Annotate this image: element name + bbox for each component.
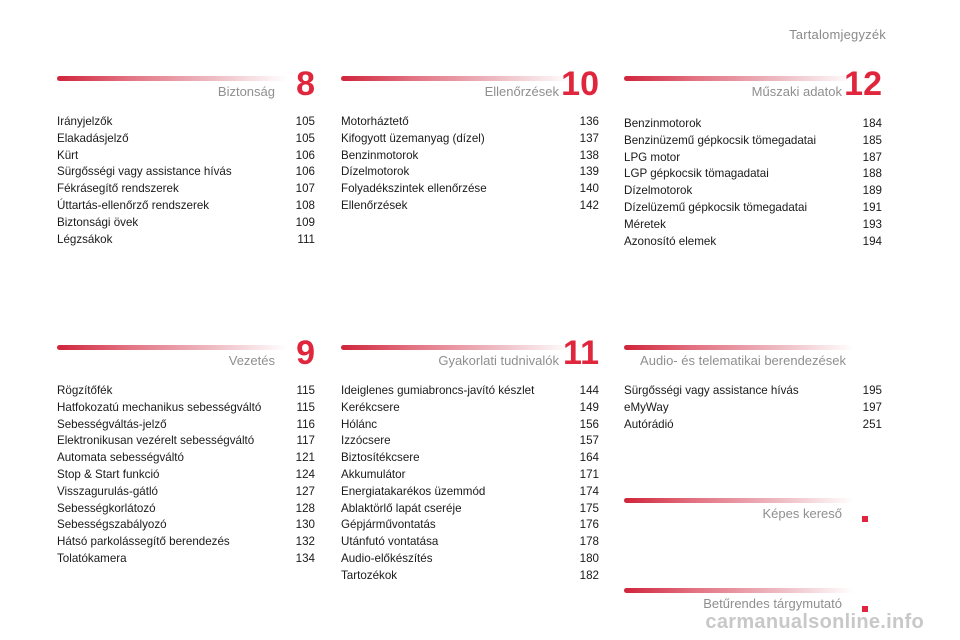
toc-entry-page: 106 [295, 148, 315, 162]
toc-entry-page: 117 [296, 434, 315, 448]
toc-entry-label: Légzsákok [57, 232, 113, 246]
toc-entry[interactable] [57, 517, 315, 534]
toc-entry-page: 108 [295, 198, 315, 212]
toc-entry-label: Tolatókamera [57, 551, 127, 565]
toc-entry[interactable] [57, 148, 315, 165]
toc-entry[interactable] [624, 116, 882, 133]
section-bar [624, 588, 854, 593]
toc-entry[interactable] [341, 198, 599, 215]
toc-entry-label: Ablaktörlő lapát cseréje [341, 501, 462, 515]
toc-entry[interactable] [341, 148, 599, 165]
toc-entry-page: 197 [862, 400, 882, 414]
toc-entry-label: Sebességváltás-jelző [57, 417, 167, 431]
toc-entry-page: 191 [862, 200, 882, 214]
toc-entry-label: Tartozékok [341, 568, 398, 582]
toc-entry[interactable] [341, 568, 599, 585]
toc-entry[interactable] [341, 181, 599, 198]
section-header [624, 65, 882, 110]
toc-entry-label: LPG motor [624, 150, 681, 164]
toc-entry-page: 251 [862, 417, 882, 431]
toc-entry-label: Elektronikusan vezérelt sebességváltó [57, 434, 255, 448]
toc-entry-page: 137 [579, 131, 599, 145]
toc-entry-label: Sebességszabályozó [57, 518, 167, 532]
entry-list [341, 383, 599, 585]
toc-entry-label: Folyadékszintek ellenőrzése [341, 182, 487, 196]
toc-entry-label: Ellenőrzések [341, 198, 408, 212]
section-title: Audio- és telematikai berendezések [640, 353, 846, 368]
toc-entry-page: 124 [295, 467, 315, 481]
toc-entry-label: Hatfokozatú mechanikus sebességváltó [57, 400, 262, 414]
toc-entry-page: 130 [295, 518, 315, 532]
toc-entry[interactable] [624, 400, 882, 417]
toc-entry[interactable] [341, 433, 599, 450]
toc-entry[interactable] [341, 383, 599, 400]
section-title: Képes kereső [762, 506, 842, 521]
section-number: 12 [844, 65, 882, 103]
toc-entry-page: 178 [579, 535, 599, 549]
toc-entry-label: Kifogyott üzemanyag (dízel) [341, 131, 485, 145]
watermark: carmanualsonline.info [705, 611, 924, 633]
section-audio-telematika [624, 341, 882, 433]
toc-entry-page: 138 [579, 148, 599, 162]
section-bar [341, 76, 571, 81]
toc-entry[interactable] [624, 133, 882, 150]
toc-entry[interactable] [341, 164, 599, 181]
toc-entry-page: 176 [579, 518, 599, 532]
toc-entry-page: 157 [579, 434, 599, 448]
toc-entry-label: Akkumulátor [341, 467, 406, 481]
section-muszaki-adatok [624, 65, 882, 250]
toc-entry[interactable] [57, 131, 315, 148]
section-number: 9 [296, 334, 315, 372]
toc-entry-page: 144 [579, 384, 599, 397]
section-title: Gyakorlati tudnivalók [438, 353, 559, 368]
toc-entry[interactable] [57, 400, 315, 417]
toc-entry-page: 189 [862, 184, 882, 198]
toc-entry-page: 140 [579, 182, 599, 196]
toc-entry[interactable] [624, 383, 882, 400]
toc-entry-page: 195 [862, 384, 882, 397]
toc-entry[interactable] [57, 215, 315, 232]
toc-entry-page: 185 [862, 133, 882, 147]
toc-entry-page: 142 [579, 198, 599, 212]
toc-entry-page: 184 [862, 117, 882, 130]
toc-entry[interactable] [341, 400, 599, 417]
toc-entry-page: 115 [296, 400, 315, 414]
toc-entry[interactable] [624, 166, 882, 183]
toc-entry-page: 121 [295, 451, 315, 465]
toc-entry-page: 175 [579, 501, 599, 515]
toc-entry-page: 164 [579, 451, 599, 465]
section-title: Betűrendes tárgymutató [703, 596, 842, 611]
toc-entry-label: Biztonsági övek [57, 215, 139, 229]
section-bar [624, 498, 854, 503]
toc-entry-page: 116 [296, 417, 315, 431]
entry-list [341, 114, 599, 215]
toc-entry[interactable] [57, 450, 315, 467]
section-title: Ellenőrzések [484, 84, 559, 99]
section-header [57, 65, 315, 110]
toc-entry-page: 188 [862, 167, 882, 181]
entry-list [57, 383, 315, 568]
toc-entry-label: Kürt [57, 148, 79, 162]
toc-entry[interactable] [341, 551, 599, 568]
toc-entry[interactable] [341, 131, 599, 148]
toc-entry[interactable] [624, 234, 882, 251]
toc-entry-page: 128 [295, 501, 315, 515]
entry-list [624, 383, 882, 433]
toc-entry-label: Autórádió [624, 417, 674, 431]
toc-entry-page: 111 [297, 232, 315, 246]
section-header [341, 65, 599, 110]
toc-entry[interactable] [341, 517, 599, 534]
toc-entry[interactable] [341, 534, 599, 551]
toc-entry-label: Biztosítékcsere [341, 451, 420, 465]
section-vezetes [57, 334, 315, 568]
toc-entry-page: 182 [579, 568, 599, 582]
toc-entry-page: 134 [295, 551, 315, 565]
section-header [341, 334, 599, 379]
toc-entry-label: Ideiglenes gumiabroncs-javító készlet [341, 384, 535, 397]
toc-entry-label: Dízelmotorok [341, 165, 410, 179]
toc-entry-label: Méretek [624, 217, 666, 231]
section-kepes-kereso [624, 494, 882, 532]
toc-entry-page: 115 [296, 384, 315, 397]
section-header [57, 334, 315, 379]
toc-entry-page: 174 [579, 484, 599, 498]
toc-entry[interactable] [341, 467, 599, 484]
toc-entry[interactable] [57, 433, 315, 450]
toc-entry-label: Dízelüzemű gépkocsik tömegadatai [624, 200, 808, 214]
toc-entry[interactable] [57, 551, 315, 568]
toc-entry[interactable] [57, 181, 315, 198]
toc-entry-label: Sebességkorlátozó [57, 501, 156, 515]
toc-entry-label: Sürgősségi vagy assistance hívás [57, 165, 232, 179]
toc-entry-page: 193 [862, 217, 882, 231]
toc-entry[interactable] [57, 467, 315, 484]
section-bar [624, 345, 854, 350]
toc-entry-page: 156 [579, 417, 599, 431]
toc-entry-label: Sürgősségi vagy assistance hívás [624, 384, 799, 397]
toc-entry-page: 136 [579, 115, 599, 128]
toc-entry-page: 105 [295, 131, 315, 145]
toc-entry[interactable] [57, 232, 315, 249]
toc-entry-label: Rögzítőfék [57, 384, 113, 397]
entry-list [57, 114, 315, 248]
toc-entry[interactable] [341, 417, 599, 434]
toc-entry-page: 105 [295, 115, 315, 128]
toc-entry-page: 132 [295, 535, 315, 549]
section-title: Vezetés [228, 353, 275, 368]
section-biztonsag [57, 65, 315, 248]
toc-entry[interactable] [341, 501, 599, 518]
toc-entry[interactable] [624, 183, 882, 200]
toc-entry[interactable] [341, 450, 599, 467]
toc-entry-label: Kerékcsere [341, 400, 400, 414]
toc-entry-label: Hólánc [341, 417, 378, 431]
toc-entry-label: Gépjárművontatás [341, 518, 436, 532]
toc-entry-label: Stop & Start funkció [57, 467, 160, 481]
page-title: Tartalomjegyzék [789, 27, 886, 42]
toc-entry-label: LGP gépkocsik tömagadatai [624, 167, 769, 181]
toc-entry[interactable] [624, 150, 882, 167]
toc-entry[interactable] [57, 501, 315, 518]
section-bar [57, 345, 287, 350]
toc-entry[interactable] [57, 534, 315, 551]
section-header [624, 494, 882, 532]
toc-entry-page: 139 [579, 165, 599, 179]
toc-entry-page: 194 [862, 234, 882, 248]
toc-entry-page: 149 [579, 400, 599, 414]
toc-entry-label: Azonosító elemek [624, 234, 717, 248]
toc-entry-page: 171 [579, 467, 599, 481]
entry-list [624, 116, 882, 250]
section-header [624, 341, 882, 379]
section-title: Műszaki adatok [751, 84, 842, 99]
section-bar [57, 76, 287, 81]
toc-entry[interactable] [57, 484, 315, 501]
toc-entry-page: 187 [862, 150, 882, 164]
toc-entry[interactable] [57, 383, 315, 400]
toc-entry-label: Izzócsere [341, 434, 391, 448]
toc-entry-label: Motorháztető [341, 115, 409, 128]
toc-entry-page: 106 [295, 165, 315, 179]
toc-entry-label: Dízelmotorok [624, 184, 693, 198]
toc-entry-label: Hátsó parkolássegítő berendezés [57, 535, 230, 549]
toc-entry-label: Elakadásjelző [57, 131, 129, 145]
section-marker-icon [862, 516, 868, 522]
toc-entry[interactable] [57, 417, 315, 434]
toc-entry[interactable] [57, 198, 315, 215]
toc-entry[interactable] [624, 417, 882, 434]
section-gyakorlati-tudnivalok [341, 334, 599, 585]
section-bar [624, 76, 854, 81]
toc-entry-label: Benzinmotorok [624, 117, 702, 130]
toc-entry-label: Energiatakarékos üzemmód [341, 484, 486, 498]
section-number: 8 [296, 65, 315, 103]
section-bar [341, 345, 571, 350]
toc-entry-label: Automata sebességváltó [57, 451, 184, 465]
toc-entry-label: Utánfutó vontatása [341, 535, 439, 549]
section-title: Biztonság [217, 84, 275, 99]
toc-entry-label: Benzinmotorok [341, 148, 419, 162]
toc-entry-label: Irányjelzők [57, 115, 113, 128]
section-number: 10 [561, 65, 599, 103]
toc-entry-label: Visszagurulás-gátló [57, 484, 158, 498]
toc-entry[interactable] [624, 200, 882, 217]
section-ellenorzesek [341, 65, 599, 215]
toc-entry[interactable] [341, 114, 599, 131]
toc-entry-page: 180 [579, 551, 599, 565]
toc-entry[interactable] [57, 164, 315, 181]
toc-entry[interactable] [341, 484, 599, 501]
toc-entry-label: Audio-előkészítés [341, 551, 433, 565]
toc-entry[interactable] [57, 114, 315, 131]
toc-entry-label: Úttartás-ellenőrző rendszerek [57, 198, 210, 212]
toc-entry-page: 109 [295, 215, 315, 229]
section-number: 11 [563, 334, 599, 372]
toc-entry-page: 107 [295, 182, 315, 196]
toc-entry[interactable] [624, 217, 882, 234]
toc-entry-label: eMyWay [624, 400, 669, 414]
toc-entry-page: 127 [295, 484, 315, 498]
toc-entry-label: Benzinüzemű gépkocsik tömegadatai [624, 133, 817, 147]
toc-entry-label: Fékrásegítő rendszerek [57, 182, 179, 196]
